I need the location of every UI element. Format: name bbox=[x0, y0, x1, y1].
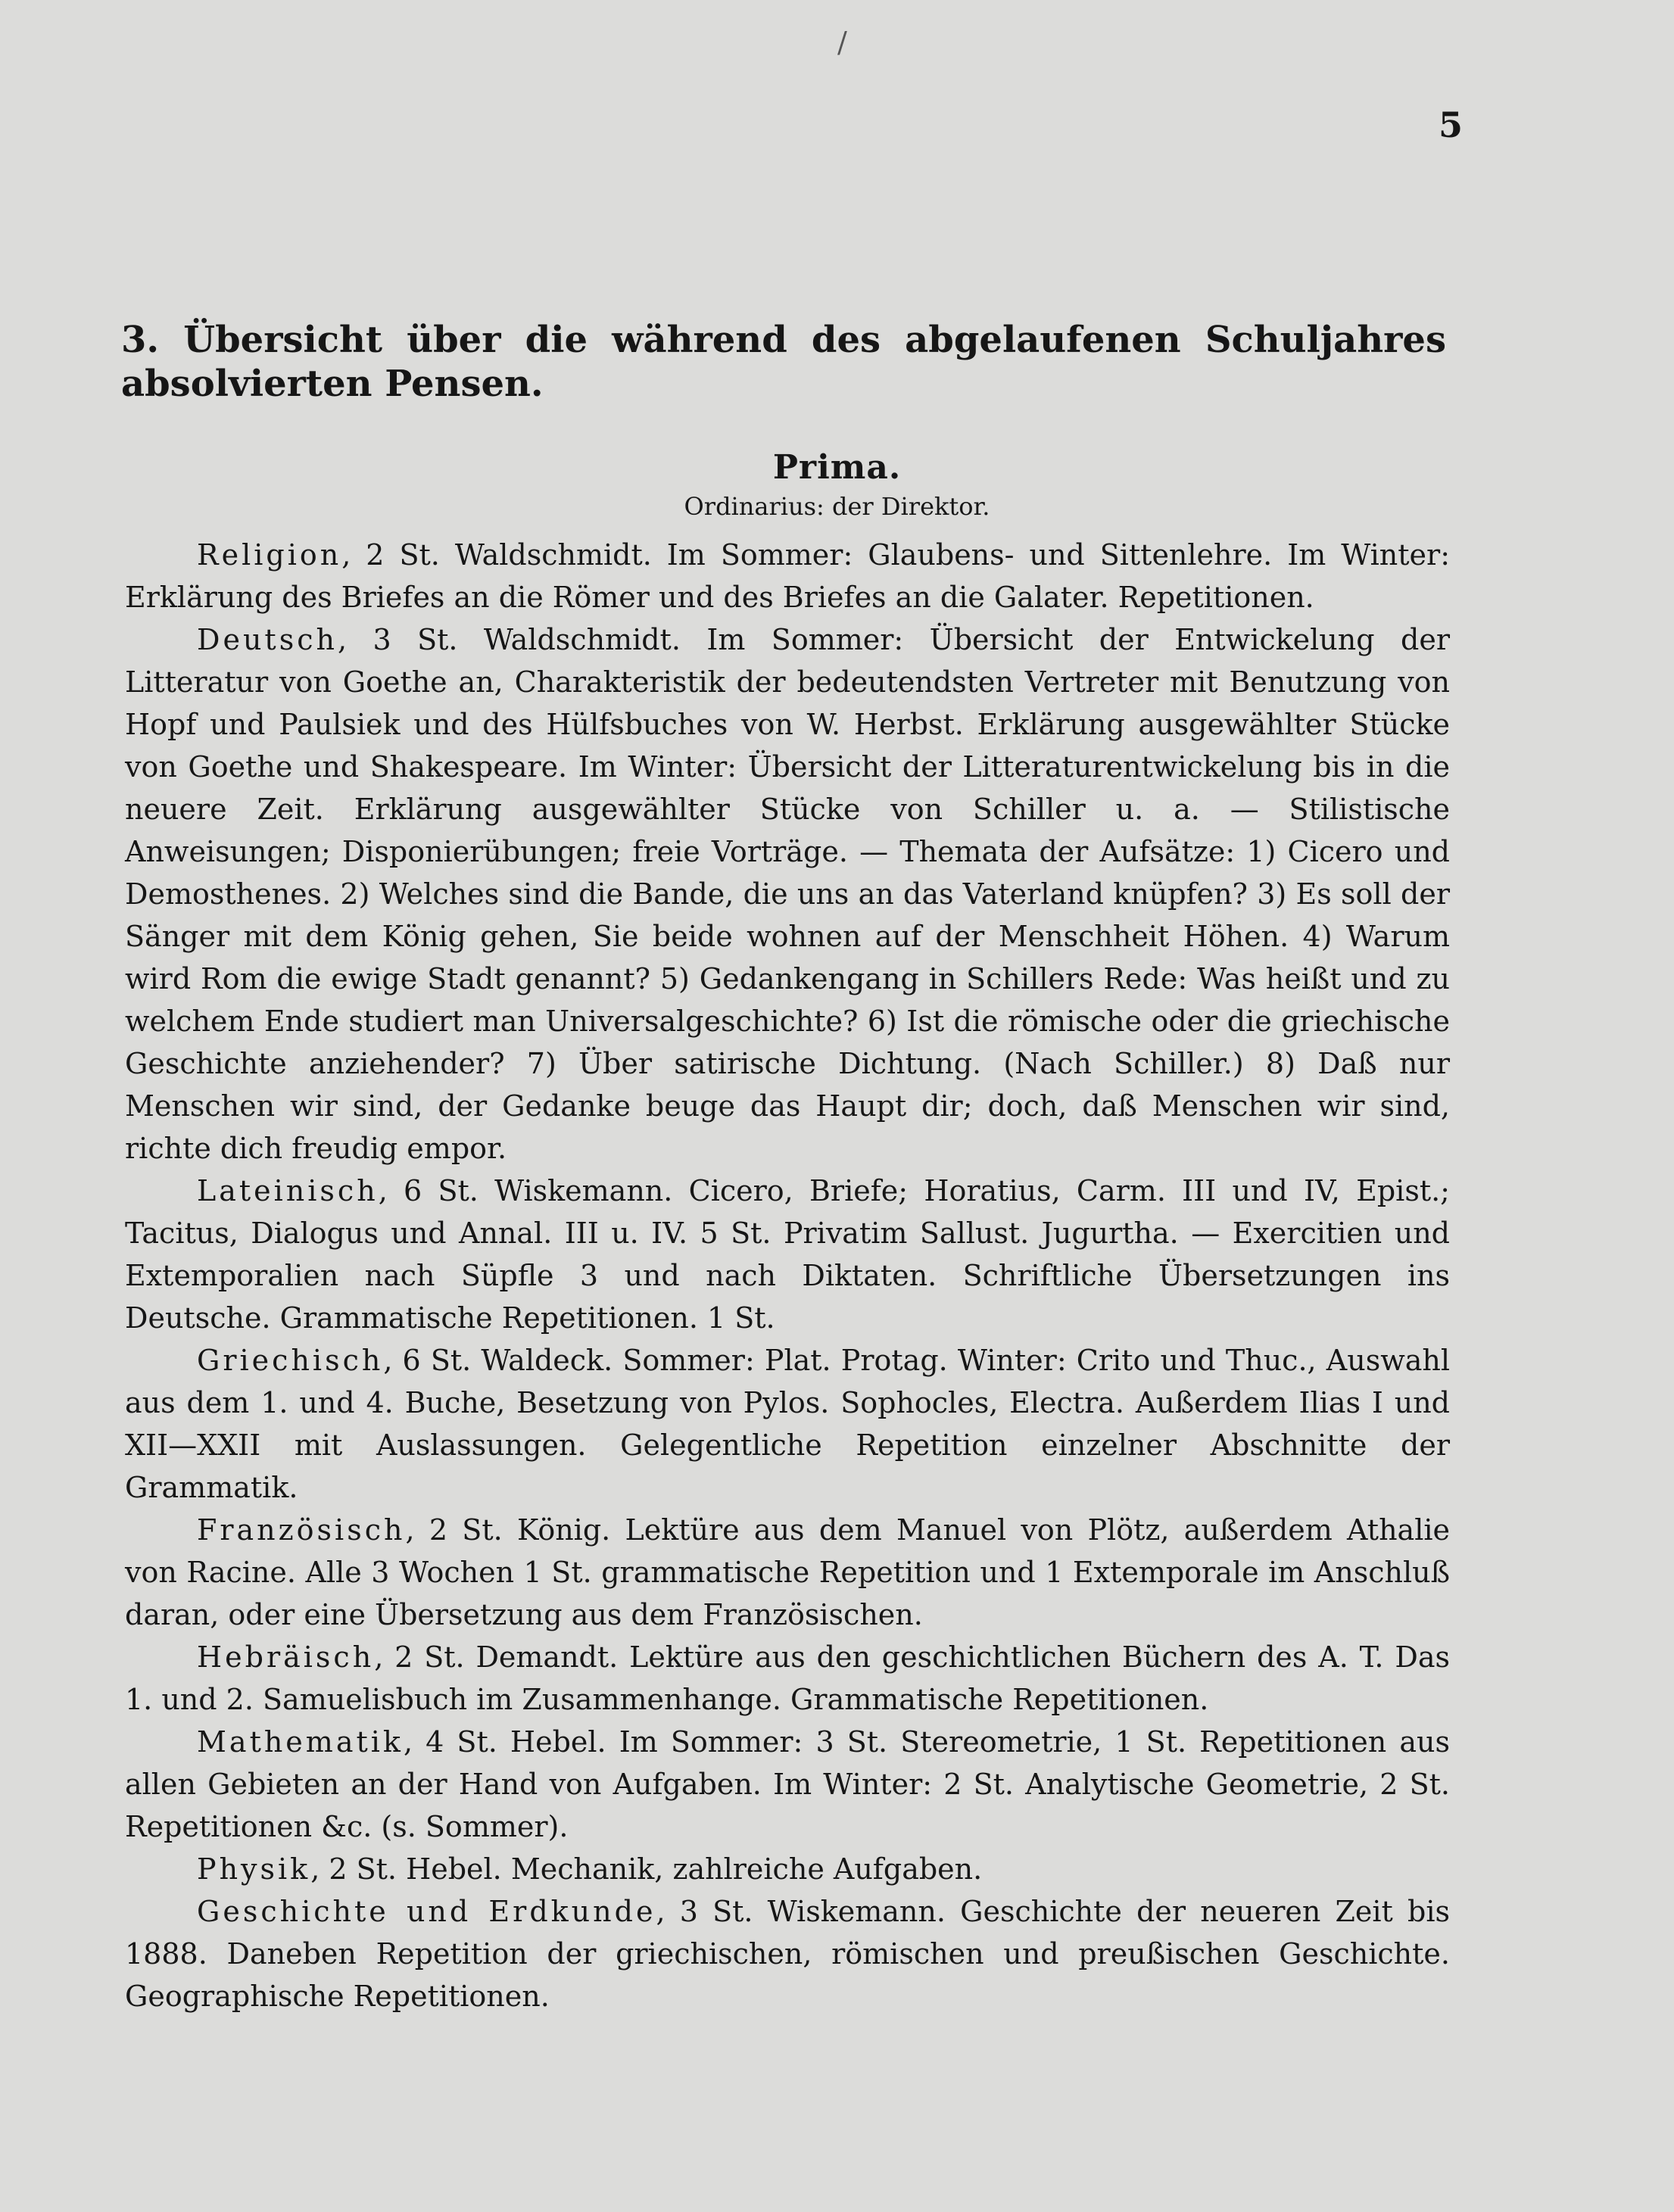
paragraph-text: , 6 St. Waldeck. Sommer: Plat. Protag. Winter: Crito und Thuc., Auswahl aus dem 1. und 4. Buche, Besetzung von Pylos. Sophocles, Electra. Außerdem Ilias I und XII—XXII mit Auslassungen. Gelegentliche Repetition einzelner Abschnitte der Grammatik. bbox=[125, 1344, 1450, 1504]
subject-name: Deutsch bbox=[197, 623, 338, 656]
paragraph-physik bbox=[125, 1848, 1450, 1890]
class-title: Prima. bbox=[772, 448, 902, 487]
subject-name: Physik bbox=[197, 1852, 311, 1886]
paragraph-text: , 4 St. Hebel. Im Sommer: 3 St. Stereometrie, 1 St. Repetitionen aus allen Gebieten an der Hand von Aufgaben. Im Winter: 2 St. Analytische Geometrie, 2 St. Repetitionen &c. (s. Sommer). bbox=[125, 1725, 1450, 1843]
paragraph-griechisch bbox=[125, 1339, 1450, 1509]
paragraph-mathematik bbox=[125, 1721, 1450, 1848]
stray-mark: / bbox=[837, 26, 847, 59]
paragraph-text: , 2 St. Demandt. Lektüre aus den geschichtlichen Büchern des A. T. Das 1. und 2. Samuelisbuch im Zusammenhange. Grammatische Repetitionen. bbox=[125, 1640, 1450, 1716]
section-heading: 3. Übersicht über die während des abgelaufenen Schuljahres absolvierten Pensen. bbox=[121, 319, 1446, 405]
paragraph-text: , 2 St. Waldschmidt. Im Sommer: Glaubens- und Sittenlehre. Im Winter: Erklärung des Briefes an die Römer und des Briefes an die Galater. Repetitionen. bbox=[125, 538, 1450, 614]
paragraph-franzoesisch bbox=[125, 1509, 1450, 1636]
paragraph-deutsch bbox=[125, 618, 1450, 1170]
paragraph-geschichte bbox=[125, 1890, 1450, 2017]
subject-name: Geschichte und Erdkunde bbox=[197, 1895, 656, 1928]
subject-name: Griechisch bbox=[197, 1344, 384, 1377]
paragraph-text: , 3 St. Wiskemann. Geschichte der neueren Zeit bis 1888. Daneben Repetition der griechischen, römischen und preußischen Geschichte. Geographische Repetitionen. bbox=[125, 1895, 1451, 2013]
paragraph-text: , 2 St. Hebel. Mechanik, zahlreiche Aufgaben. bbox=[310, 1852, 983, 1886]
ordinarius-line: Ordinarius: der Direktor. bbox=[684, 492, 990, 521]
paragraph-text: , 2 St. König. Lektüre aus dem Manuel von Plötz, außerdem Athalie von Racine. Alle 3 Wochen 1 St. grammatische Repetition und 1 Extemporale im Anschluß daran, oder eine Übersetzung aus dem Französischen. bbox=[125, 1513, 1450, 1631]
subject-name: Französisch bbox=[197, 1513, 406, 1547]
curriculum-body bbox=[125, 534, 1450, 2017]
paragraph-hebraeisch bbox=[125, 1636, 1450, 1721]
paragraph-text: , 6 St. Wiskemann. Cicero, Briefe; Horatius, Carm. III und IV, Epist.; Tacitus, Dialogus und Annal. III u. IV. 5 St. Privatim Sallust. Jugurtha. — Exercitien und Extemporalien nach Süpfle 3 und nach Diktaten. Schriftliche Übersetzungen ins Deutsche. Grammatische Repetitionen. 1 St. bbox=[125, 1174, 1450, 1335]
paragraph-religion bbox=[125, 534, 1450, 618]
page-number: 5 bbox=[1438, 104, 1463, 145]
subject-name: Hebräisch bbox=[197, 1640, 375, 1674]
subject-name: Lateinisch bbox=[197, 1174, 379, 1207]
subject-name: Religion bbox=[197, 538, 342, 572]
paragraph-lateinisch bbox=[125, 1170, 1450, 1339]
paragraph-text: , 3 St. Waldschmidt. Im Sommer: Übersicht der Entwickelung der Litteratur von Goethe an, Charakteristik der bedeutendsten Vertreter mit Benutzung von Hopf und Paulsiek und des Hülfsbuches von W. Herbst. Erklärung ausgewählter Stücke von Goethe und Shakespeare. Im Winter: Übersicht der Litteraturentwickelung bis in die neuere Zeit. Erklärung ausgewählter Stücke von Schiller u. a. — Stilistische Anweisungen; Disponierübungen; freie Vorträge. — Themata der Aufsätze: 1) Cicero und Demosthenes. 2) Welches sind die Bande, die uns an das Vaterland knüpfen? 3) Es soll der Sänger mit dem König gehen, Sie beide wohnen auf der Menschheit Höhen. 4) Warum wird Rom die ewige Stadt genannt? 5) Gedankengang in Schillers Rede: Was heißt und zu welchem Ende studiert man Universalgeschichte? 6) Ist die römische oder die griechische Geschichte anziehender? 7) Über satirische Dichtung. (Nach Schiller.) 8) Daß nur Menschen wir sind, der Gedanke beuge das Haupt dir; doch, daß Menschen wir sind, richte dich freudig empor. bbox=[125, 623, 1450, 1165]
subject-name: Mathematik bbox=[197, 1725, 404, 1759]
